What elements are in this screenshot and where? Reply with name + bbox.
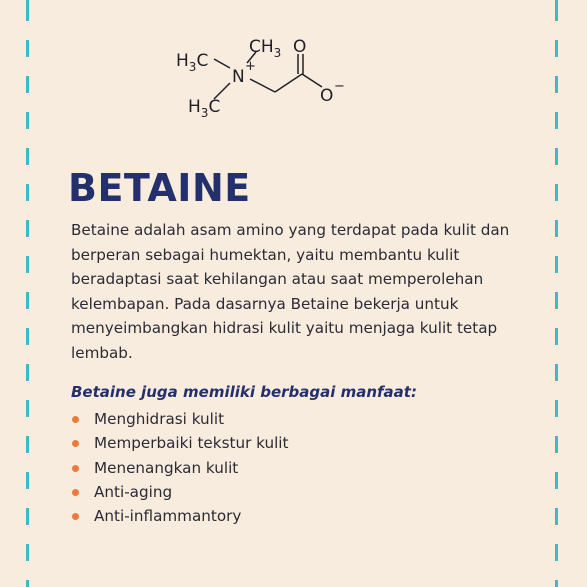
- benefit-item: Anti-inflammantory: [71, 504, 289, 528]
- benefit-item: Memperbaiki tekstur kulit: [71, 431, 289, 455]
- methyl-top-right-label: $CH_3$: [249, 37, 282, 60]
- benefits-list: [71, 407, 289, 528]
- nitrogen-label: N: [232, 67, 245, 87]
- benefits-heading: Betaine juga memiliki berbagai manfaat:: [71, 383, 417, 401]
- oxygen-double-label: O: [293, 37, 307, 57]
- nitrogen-charge: +: [245, 59, 256, 74]
- methyl-top-left-label: $H_3C$: [176, 51, 209, 74]
- oxygen-charge: −: [334, 79, 345, 94]
- methyl-bottom-label: $H_3C$: [188, 97, 221, 120]
- page-title: BETAINE: [68, 166, 251, 210]
- molecule-bonds: [214, 52, 322, 99]
- betaine-structure-diagram: [0, 0, 587, 140]
- benefit-item: Menenangkan kulit: [71, 456, 289, 480]
- description-paragraph: Betaine adalah asam amino yang terdapat pada kulit dan berperan sebagai humektan, yaitu membantu kulit beradaptasi saat kehilangan atau saat memperolehan kelembapan. Pada dasarnya Betaine bekerja untuk menyeimbangkan hidrasi kulit yaitu menjaga kulit tetap lembab.: [71, 221, 510, 362]
- benefit-item: Anti-aging: [71, 480, 289, 504]
- benefit-item: Menghidrasi kulit: [71, 407, 289, 431]
- oxygen-single-label: O: [320, 86, 334, 106]
